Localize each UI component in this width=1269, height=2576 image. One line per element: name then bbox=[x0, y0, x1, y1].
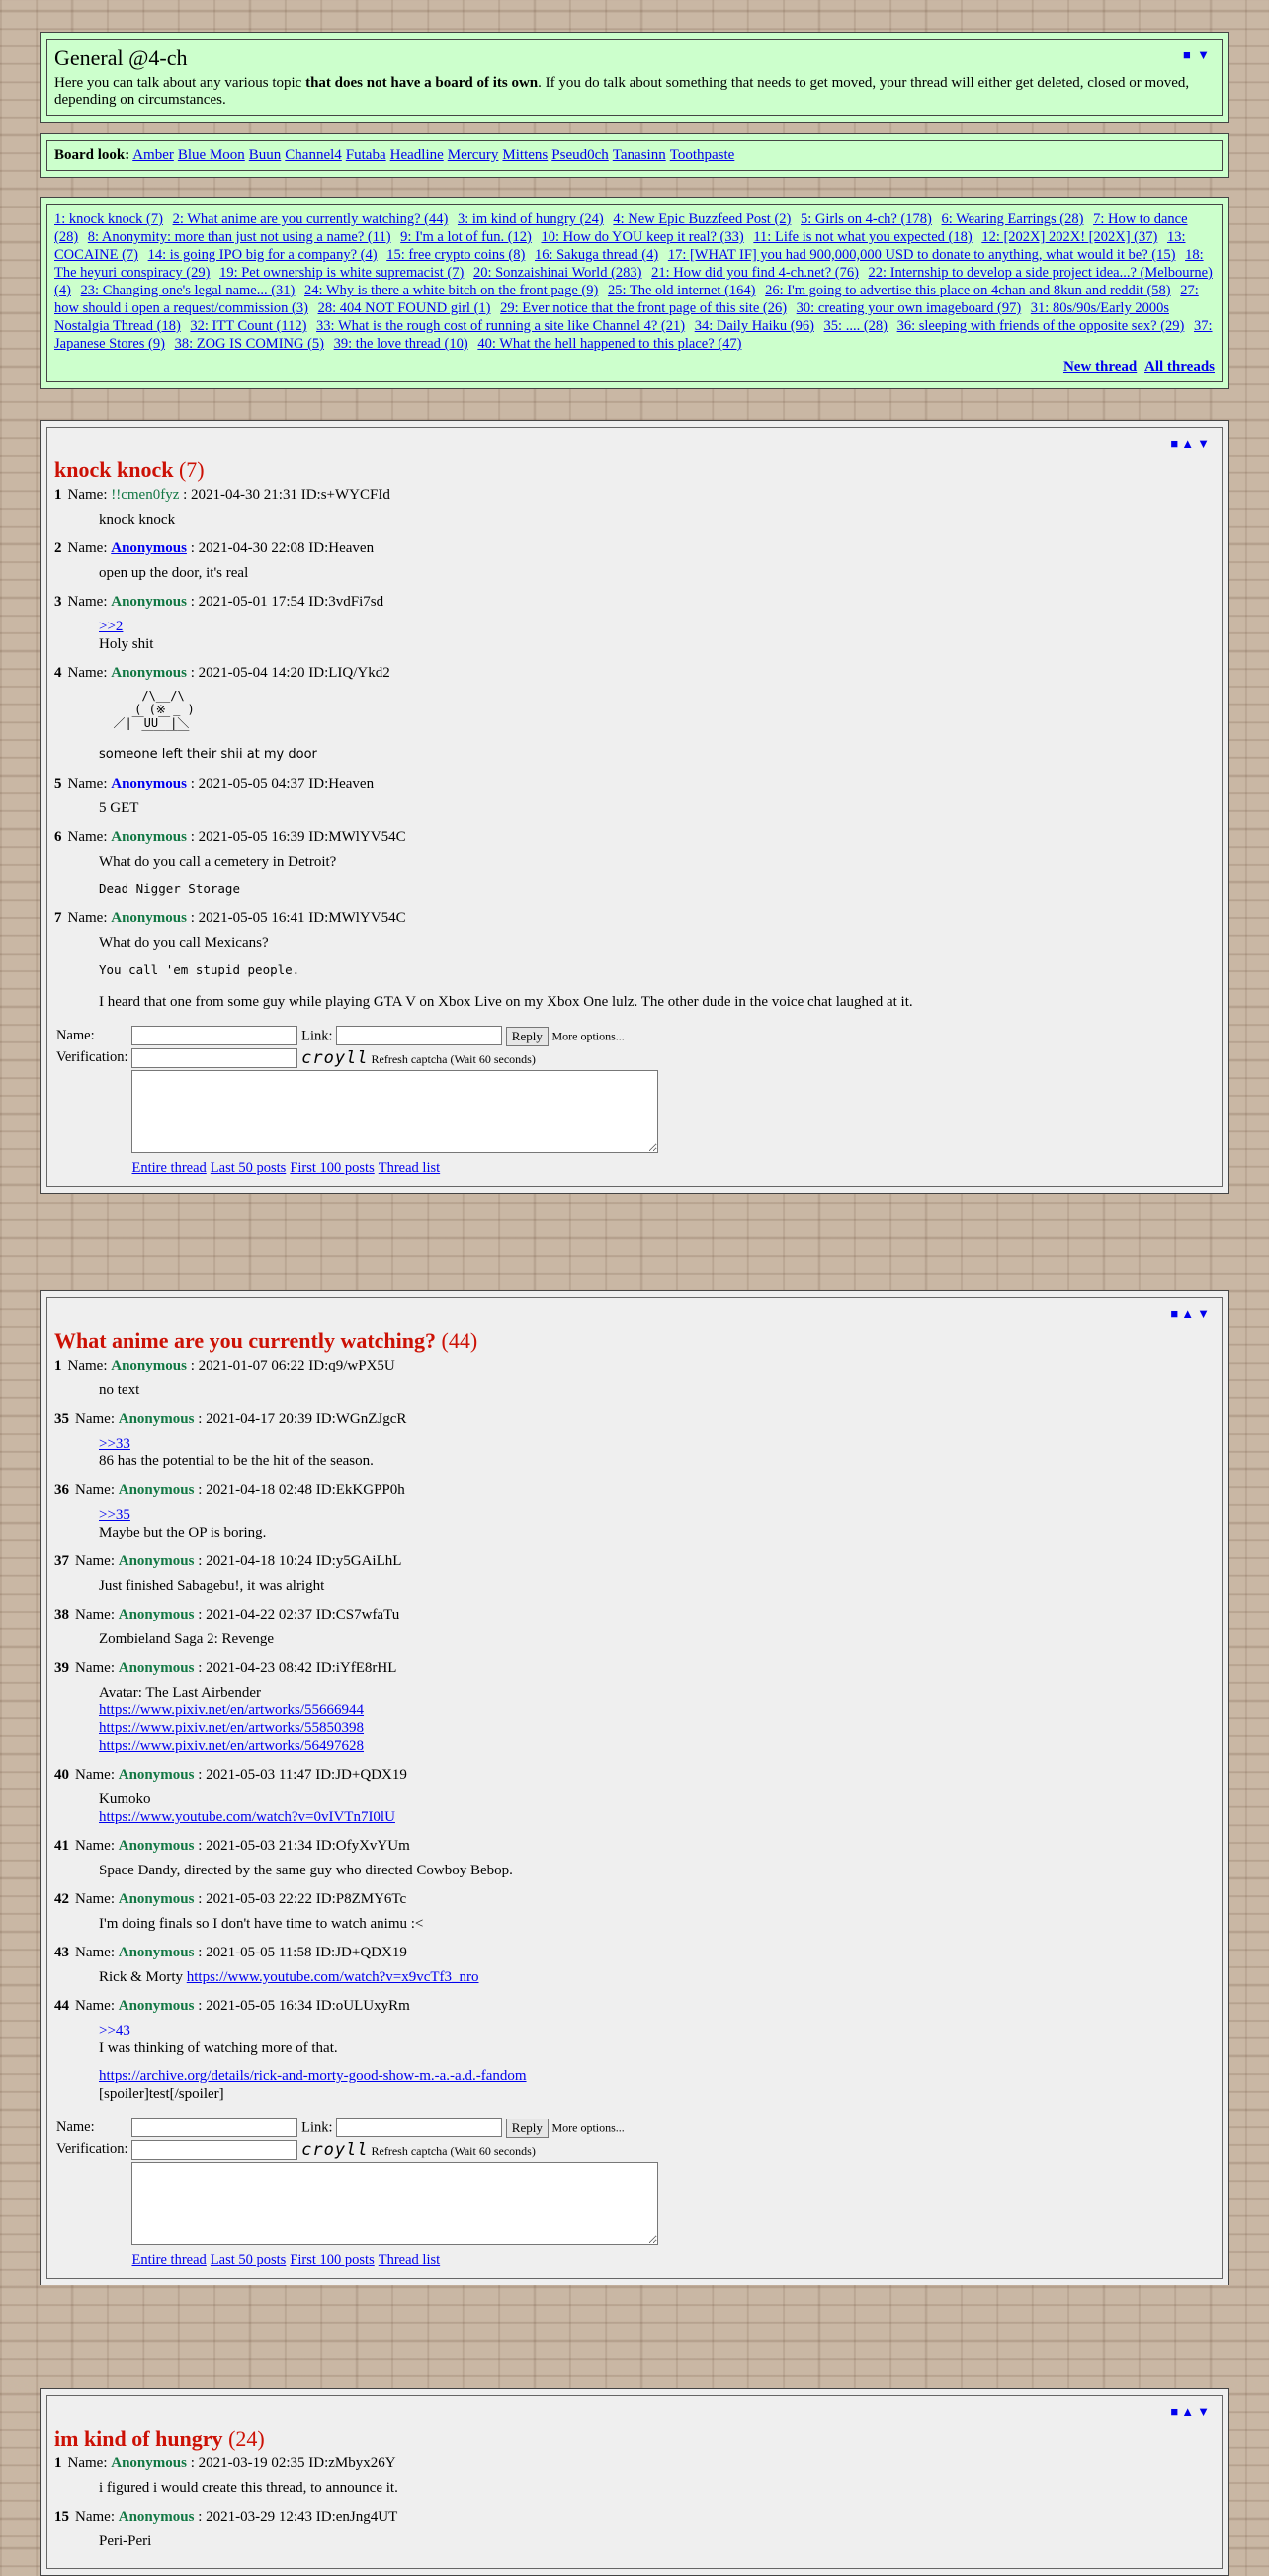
captcha-image: croyll bbox=[301, 2139, 369, 2160]
poster-name: Anonymous bbox=[118, 1767, 195, 1783]
post-number[interactable]: 1 bbox=[54, 2455, 62, 2471]
post-body bbox=[99, 2022, 1215, 2103]
post-date-id: : 2021-01-07 06:22 ID:q9/wPX5U bbox=[186, 1358, 395, 1373]
post-text: What do you call Mexicans? bbox=[99, 935, 269, 951]
square-nav-icon[interactable]: ■ bbox=[1170, 1306, 1179, 1321]
post-text: no text bbox=[99, 1382, 140, 1398]
link-label: Link: bbox=[297, 1028, 337, 1044]
up-nav-icon[interactable]: ▲ bbox=[1181, 1306, 1195, 1321]
post-number[interactable]: 15 bbox=[54, 2509, 69, 2525]
name-label: Name: bbox=[75, 1553, 119, 1569]
name-label: Name: bbox=[75, 2509, 119, 2525]
post-number[interactable]: 36 bbox=[54, 1482, 69, 1498]
post bbox=[54, 2453, 1215, 2497]
thread-nav-icons bbox=[1167, 1306, 1210, 1322]
all-threads-link[interactable]: All threads bbox=[1144, 359, 1215, 374]
thread-list-item[interactable]: 22: Internship to develop a side project idea...? (Melbourne) (4) bbox=[54, 265, 1213, 298]
board-look-option[interactable]: Futaba bbox=[345, 147, 386, 163]
post-date-id: : 2021-03-29 12:43 ID:enJng4UT bbox=[194, 2509, 398, 2525]
post-date-id: : 2021-05-04 14:20 ID:LIQ/Ykd2 bbox=[186, 665, 390, 681]
post-number[interactable]: 43 bbox=[54, 1945, 69, 1960]
post-date-id: : 2021-05-03 22:22 ID:P8ZMY6Tc bbox=[194, 1891, 407, 1907]
post-body bbox=[99, 1577, 1215, 1595]
poster-name: Anonymous bbox=[118, 2509, 195, 2525]
thread-nav-link[interactable]: First 100 posts bbox=[290, 2252, 375, 2268]
post-date-id: : 2021-05-01 17:54 ID:3vdFi7sd bbox=[186, 594, 384, 610]
thread-list-item[interactable]: 2: What anime are you currently watching? (44) bbox=[172, 211, 449, 227]
quote-link[interactable]: >>43 bbox=[99, 2023, 130, 2038]
post bbox=[54, 1836, 1215, 1879]
thread-list-item[interactable]: 8: Anonymity: more than just not using a name? (11) bbox=[87, 229, 391, 245]
thread-list-item[interactable]: 1: knock knock (7) bbox=[54, 211, 163, 227]
thread-list-item[interactable]: 32: ITT Count (112) bbox=[190, 318, 307, 334]
post-text: Zombieland Saga 2: Revenge bbox=[99, 1631, 275, 1647]
poster-name: Anonymous bbox=[118, 1553, 195, 1569]
post-body bbox=[99, 1968, 1215, 1986]
poster-name: Anonymous bbox=[118, 1945, 195, 1960]
post-link[interactable]: https://www.pixiv.net/en/artworks/55666944 bbox=[99, 1703, 365, 1718]
post-date-id: : 2021-04-18 10:24 ID:y5GAiLhL bbox=[194, 1553, 402, 1569]
name-label: Name: bbox=[75, 1411, 119, 1427]
thread-list-item[interactable]: 27: how should i open a request/commission (3) bbox=[54, 283, 1199, 316]
post-body bbox=[99, 853, 1215, 898]
post bbox=[54, 908, 1215, 1011]
post-number[interactable]: 4 bbox=[54, 665, 62, 681]
quote-link[interactable]: >>33 bbox=[99, 1436, 130, 1452]
post-text: [spoiler]test[/spoiler] bbox=[99, 2086, 224, 2102]
post-header bbox=[54, 485, 1215, 505]
post-header bbox=[54, 1551, 1215, 1571]
thread-list-item[interactable]: 17: [WHAT IF] you had 900,000,000 USD to donate to anything, what would it be? (15) bbox=[667, 247, 1176, 263]
post-header bbox=[54, 1605, 1215, 1624]
poster-name: Anonymous bbox=[118, 1660, 195, 1676]
poster-name: Anonymous bbox=[111, 594, 187, 610]
thread-list-item[interactable]: 16: Sakuga thread (4) bbox=[534, 247, 659, 263]
post-number[interactable]: 42 bbox=[54, 1891, 69, 1907]
post-text: Space Dandy, directed by the same guy who directed Cowboy Bebop. bbox=[99, 1863, 513, 1878]
quote-link[interactable]: >>35 bbox=[99, 1507, 130, 1523]
post-number[interactable]: 3 bbox=[54, 594, 62, 610]
post bbox=[54, 2507, 1215, 2550]
quote-link[interactable]: >>2 bbox=[99, 619, 124, 634]
name-input[interactable] bbox=[131, 1026, 297, 1045]
post bbox=[54, 1943, 1215, 1986]
more-options-link[interactable]: More options... bbox=[551, 1029, 625, 1043]
post-date-id: : 2021-05-05 04:37 ID:Heaven bbox=[186, 776, 375, 791]
thread-list-item[interactable]: 40: What the hell happened to this place? (47) bbox=[477, 336, 742, 352]
post-text: I was thinking of watching more of that. bbox=[99, 2040, 338, 2056]
name-label: Name: bbox=[67, 487, 112, 503]
name-label: Name: bbox=[67, 776, 112, 791]
post-body bbox=[99, 1381, 1215, 1399]
post bbox=[54, 485, 1215, 529]
poster-name: Anonymous bbox=[111, 910, 187, 926]
post-body bbox=[99, 799, 1215, 817]
post-number[interactable]: 39 bbox=[54, 1660, 69, 1676]
thread-title[interactable]: What anime are you currently watching? (44) bbox=[54, 1328, 478, 1353]
post-link[interactable]: https://archive.org/details/rick-and-morty-good-show-m.-a.-a.d.-fandom bbox=[99, 2068, 527, 2084]
board-look-panel bbox=[40, 133, 1229, 178]
post-header bbox=[54, 1765, 1215, 1785]
post-date-id: : 2021-04-30 22:08 ID:Heaven bbox=[186, 540, 375, 556]
board-look-option[interactable]: Blue Moon bbox=[177, 147, 245, 163]
board-look-option[interactable]: Mercury bbox=[447, 147, 499, 163]
thread-nav-link[interactable]: Entire thread bbox=[131, 2252, 207, 2268]
post-date-id: : 2021-05-05 16:34 ID:oULUxyRm bbox=[194, 1998, 410, 2014]
thread-list-item[interactable]: 12: [202X] 202X! [202X] (37) bbox=[981, 229, 1158, 245]
general-header bbox=[40, 32, 1229, 123]
poster-name: !!cmen0fyz bbox=[111, 487, 180, 503]
thread-list-panel bbox=[40, 197, 1229, 389]
post-number[interactable]: 1 bbox=[54, 487, 62, 503]
post-body bbox=[99, 1630, 1215, 1648]
thread-list-item[interactable]: 33: What is the rough cost of running a site like Channel 4? (21) bbox=[316, 318, 686, 334]
post-date-id: : 2021-04-23 08:42 ID:iYfE8rHL bbox=[194, 1660, 397, 1676]
thread-nav-link[interactable]: First 100 posts bbox=[290, 1160, 375, 1176]
post-text: Avatar: The Last Airbender bbox=[99, 1685, 261, 1701]
thread-list-item[interactable]: 20: Sonzaishinai World (283) bbox=[472, 265, 642, 281]
post bbox=[54, 1996, 1215, 2103]
thread-nav-icons bbox=[1167, 436, 1210, 452]
poster-name[interactable]: Anonymous bbox=[111, 540, 187, 556]
poster-name: Anonymous bbox=[111, 1358, 187, 1373]
thread-list-item[interactable]: 37: Japanese Stores (9) bbox=[54, 318, 1213, 352]
poster-name: Anonymous bbox=[118, 1838, 195, 1854]
name-label: Name: bbox=[67, 540, 112, 556]
thread-hungry bbox=[40, 2388, 1229, 2576]
post-link[interactable]: https://www.pixiv.net/en/artworks/55850398 bbox=[99, 1720, 365, 1736]
reply-textarea[interactable] bbox=[131, 2162, 658, 2245]
post-link[interactable]: https://www.youtube.com/watch?v=x9vcTf3_nro bbox=[186, 1969, 479, 1985]
post-header bbox=[54, 827, 1215, 847]
thread-nav-link[interactable]: Entire thread bbox=[131, 1160, 207, 1176]
board-look-option[interactable]: Tanasinn bbox=[612, 147, 666, 163]
thread-knock-knock bbox=[40, 420, 1229, 1194]
post-date-id: : 2021-05-05 16:39 ID:MWlYV54C bbox=[186, 829, 406, 845]
post-header bbox=[54, 774, 1215, 793]
thread-nav-link[interactable]: Thread list bbox=[378, 1160, 441, 1176]
new-thread-link[interactable]: New thread bbox=[1062, 359, 1138, 374]
post-header bbox=[54, 908, 1215, 928]
thread-list-item[interactable]: 13: COCAINE (7) bbox=[54, 229, 1186, 263]
post-header bbox=[54, 1409, 1215, 1429]
poster-name: Anonymous bbox=[118, 1482, 195, 1498]
post bbox=[54, 827, 1215, 898]
thread-list bbox=[54, 210, 1215, 353]
name-input[interactable] bbox=[131, 2118, 297, 2137]
post-header bbox=[54, 2453, 1215, 2473]
name-label: Name: bbox=[67, 1358, 112, 1373]
post-header bbox=[54, 1943, 1215, 1962]
thread-list-item[interactable]: 28: 404 NOT FOUND girl (1) bbox=[317, 300, 491, 316]
poster-name[interactable]: Anonymous bbox=[111, 776, 187, 791]
board-look-option[interactable]: Pseud0ch bbox=[551, 147, 609, 163]
thread-list-item[interactable]: 18: The heyuri conspiracy (29) bbox=[54, 247, 1204, 281]
reply-form bbox=[54, 2117, 1215, 2270]
post-number[interactable]: 40 bbox=[54, 1767, 69, 1783]
down-nav-icon[interactable]: ▼ bbox=[1197, 2404, 1210, 2419]
post-header bbox=[54, 1480, 1215, 1500]
post-number[interactable]: 44 bbox=[54, 1998, 69, 2014]
name-label: Name: bbox=[67, 829, 112, 845]
post-header bbox=[54, 1658, 1215, 1678]
link-label: Link: bbox=[297, 2119, 337, 2136]
name-label: Name: bbox=[75, 1998, 119, 2014]
board-look-option[interactable]: Toothpaste bbox=[669, 147, 735, 163]
board-look-option[interactable]: Buun bbox=[248, 147, 282, 163]
post-text: Kumoko bbox=[99, 1791, 151, 1807]
post-body bbox=[99, 934, 1215, 1011]
down-nav-icon[interactable]: ▼ bbox=[1197, 47, 1210, 62]
thread-list-item[interactable]: 21: How did you find 4-ch.net? (76) bbox=[651, 265, 859, 281]
poster-name: Anonymous bbox=[111, 2455, 187, 2471]
post bbox=[54, 1605, 1215, 1648]
poster-name: Anonymous bbox=[118, 1411, 195, 1427]
refresh-captcha-link[interactable]: Refresh captcha (Wait 60 seconds) bbox=[371, 2143, 536, 2158]
post-date-id: : 2021-04-18 02:48 ID:EkKGPP0h bbox=[194, 1482, 405, 1498]
post bbox=[54, 1409, 1215, 1470]
thread-list-item[interactable]: 4: New Epic Buzzfeed Post (2) bbox=[613, 211, 792, 227]
post-number[interactable]: 5 bbox=[54, 776, 62, 791]
thread-nav-icons bbox=[1167, 2404, 1210, 2420]
poster-name: Anonymous bbox=[118, 1998, 195, 2014]
poster-name: Anonymous bbox=[118, 1607, 195, 1622]
board-look-option[interactable]: Headline bbox=[389, 147, 444, 163]
post-code-text: You call 'em stupid people. bbox=[99, 962, 300, 977]
name-label: Name: bbox=[75, 1767, 119, 1783]
post-date-id: : 2021-05-05 16:41 ID:MWlYV54C bbox=[186, 910, 406, 926]
post-date-id: : 2021-04-17 20:39 ID:WGnZJgcR bbox=[194, 1411, 407, 1427]
post-number[interactable]: 35 bbox=[54, 1411, 69, 1427]
reply-button[interactable]: Reply bbox=[506, 1027, 549, 1046]
post-text: Maybe but the OP is boring. bbox=[99, 1525, 267, 1540]
post-date-id: : 2021-05-03 21:34 ID:OfyXvYUm bbox=[194, 1838, 410, 1854]
post bbox=[54, 663, 1215, 764]
refresh-captcha-link[interactable]: Refresh captcha (Wait 60 seconds) bbox=[371, 1051, 536, 1066]
post bbox=[54, 1889, 1215, 1933]
thread-list-item[interactable]: 34: Daily Haiku (96) bbox=[694, 318, 814, 334]
post-text: I heard that one from some guy while playing GTA V on Xbox Live on my Xbox One lulz. The other dude in the voice chat laughed at it. bbox=[99, 994, 913, 1010]
post-code-text: Dead Nigger Storage bbox=[99, 881, 240, 896]
post bbox=[54, 1658, 1215, 1755]
post-date-id: : 2021-03-19 02:35 ID:zMbyx26Y bbox=[186, 2455, 396, 2471]
link-input[interactable] bbox=[336, 1026, 502, 1045]
post-number[interactable]: 41 bbox=[54, 1838, 69, 1854]
post-text: 5 GET bbox=[99, 800, 139, 816]
thread-list-item[interactable]: 5: Girls on 4-ch? (178) bbox=[801, 211, 932, 227]
post-body bbox=[99, 2533, 1215, 2550]
name-label: Name: bbox=[67, 2455, 112, 2471]
post-date-id: : 2021-05-05 11:58 ID:JD+QDX19 bbox=[194, 1945, 407, 1960]
header-nav bbox=[1180, 47, 1210, 63]
thread-nav-link[interactable]: Last 50 posts bbox=[210, 1160, 287, 1176]
thread-nav-link[interactable]: Last 50 posts bbox=[210, 2252, 287, 2268]
name-label: Name: bbox=[75, 1838, 119, 1854]
post-text: Holy shit bbox=[99, 636, 154, 652]
ascii-art: /\__/\ ( (※ _ ) ／|￣UU￣|＼ ￣￣￣￣ bbox=[113, 689, 195, 744]
post-body bbox=[99, 1506, 1215, 1541]
post-date-id: : 2021-05-03 11:47 ID:JD+QDX19 bbox=[194, 1767, 407, 1783]
post-text: Rick & Morty https://www.youtube.com/watch?v=x9vcTf3_nro bbox=[99, 1969, 479, 1985]
post-link[interactable]: https://www.pixiv.net/en/artworks/56497628 bbox=[99, 1738, 365, 1754]
thread-list-item[interactable]: 39: the love thread (10) bbox=[333, 336, 468, 352]
verification-label: Verification: bbox=[56, 2141, 128, 2158]
name-label: Name: bbox=[75, 1482, 119, 1498]
post-body bbox=[99, 1915, 1215, 1933]
post bbox=[54, 1551, 1215, 1595]
captcha-input[interactable] bbox=[131, 2140, 297, 2160]
thread-list-item[interactable]: 38: ZOG IS COMING (5) bbox=[174, 336, 324, 352]
post-header bbox=[54, 1356, 1215, 1375]
board-description: Here you can talk about any various topic that does not have a board of its own. If you do talk about something that needs to get moved, your thread will either get deleted, closed or moved, depending on circumstances. bbox=[54, 75, 1190, 108]
post-number[interactable]: 6 bbox=[54, 829, 62, 845]
thread-list-item[interactable]: 23: Changing one's legal name... (31) bbox=[80, 283, 296, 298]
down-nav-icon[interactable]: ▼ bbox=[1197, 1306, 1210, 1321]
thread-list-item[interactable]: 26: I'm going to advertise this place on 4chan and 8kun and reddit (58) bbox=[765, 283, 1171, 298]
post-header bbox=[54, 539, 1215, 558]
captcha-image: croyll bbox=[301, 1047, 369, 1068]
post bbox=[54, 1356, 1215, 1399]
post-number[interactable]: 1 bbox=[54, 1358, 62, 1373]
thread-list-item[interactable]: 29: Ever notice that the front page of this site (26) bbox=[500, 300, 788, 316]
poster-name: Anonymous bbox=[111, 665, 187, 681]
thread-nav-link[interactable]: Thread list bbox=[378, 2252, 441, 2268]
post bbox=[54, 1480, 1215, 1541]
post-header bbox=[54, 1836, 1215, 1856]
post-text: knock knock bbox=[99, 512, 176, 528]
board-look-option[interactable]: Mittens bbox=[502, 147, 549, 163]
square-nav-icon[interactable]: ■ bbox=[1183, 47, 1191, 62]
post-date-id: : 2021-04-30 21:31 ID:s+WYCFId bbox=[179, 487, 390, 503]
post-header bbox=[54, 1889, 1215, 1909]
name-label: Name: bbox=[75, 1660, 119, 1676]
post-link[interactable]: https://www.youtube.com/watch?v=0vIVTn7I0lU bbox=[99, 1809, 395, 1825]
thread-list-actions bbox=[54, 359, 1215, 375]
post-body bbox=[99, 564, 1215, 582]
thread-list-item[interactable]: 36: sleeping with friends of the opposite sex? (29) bbox=[896, 318, 1185, 334]
post bbox=[54, 539, 1215, 582]
more-options-link[interactable]: More options... bbox=[551, 2120, 625, 2135]
post-header bbox=[54, 1996, 1215, 2016]
thread-list-item[interactable]: 15: free crypto coins (8) bbox=[386, 247, 526, 263]
post bbox=[54, 592, 1215, 653]
poster-name: Anonymous bbox=[111, 829, 187, 845]
reply-form bbox=[54, 1025, 1215, 1178]
thread-list-item[interactable]: 7: How to dance (28) bbox=[54, 211, 1188, 245]
post-text: someone left their shii at my door bbox=[99, 747, 317, 762]
square-nav-icon[interactable]: ■ bbox=[1170, 436, 1179, 451]
post-body bbox=[99, 2479, 1215, 2497]
thread-list-item[interactable]: 3: im kind of hungry (24) bbox=[457, 211, 604, 227]
name-label: Name: bbox=[75, 1945, 119, 1960]
post-number[interactable]: 2 bbox=[54, 540, 62, 556]
post-body bbox=[99, 1862, 1215, 1879]
post-text: Peri-Peri bbox=[99, 2534, 152, 2549]
post-text: What do you call a cemetery in Detroit? bbox=[99, 854, 337, 870]
post-text: open up the door, it's real bbox=[99, 565, 249, 581]
thread-list-item[interactable]: 14: is going IPO big for a company? (4) bbox=[147, 247, 378, 263]
name-label: Name: bbox=[56, 2119, 95, 2135]
name-label: Name: bbox=[75, 1607, 119, 1622]
post-number[interactable]: 38 bbox=[54, 1607, 69, 1622]
post-header bbox=[54, 2507, 1215, 2527]
post-body bbox=[99, 618, 1215, 653]
square-nav-icon[interactable]: ■ bbox=[1170, 2404, 1179, 2419]
post-body bbox=[99, 689, 1215, 764]
thread-list-item[interactable]: 35: .... (28) bbox=[823, 318, 888, 334]
board-look-option[interactable]: Amber bbox=[132, 147, 174, 163]
post-number[interactable]: 7 bbox=[54, 910, 62, 926]
thread-list-item[interactable]: 19: Pet ownership is white supremacist (7) bbox=[219, 265, 465, 281]
post-body bbox=[99, 1435, 1215, 1470]
post-date-id: : 2021-04-22 02:37 ID:CS7wfaTu bbox=[194, 1607, 400, 1622]
link-input[interactable] bbox=[336, 2118, 502, 2137]
thread-list-item[interactable]: 31: 80s/90s/Early 2000s Nostalgia Thread (18) bbox=[54, 300, 1169, 334]
post-header bbox=[54, 663, 1215, 683]
post-text: i figured i would create this thread, to announce it. bbox=[99, 2480, 398, 2496]
board-title: General @4-ch bbox=[54, 45, 188, 70]
name-label: Name: bbox=[67, 910, 112, 926]
poster-name: Anonymous bbox=[118, 1891, 195, 1907]
captcha-input[interactable] bbox=[131, 1048, 297, 1068]
post bbox=[54, 1765, 1215, 1826]
post-text: I'm doing finals so I don't have time to watch animu :< bbox=[99, 1916, 424, 1932]
up-nav-icon[interactable]: ▲ bbox=[1181, 436, 1195, 451]
thread-list-item[interactable]: 6: Wearing Earrings (28) bbox=[941, 211, 1084, 227]
thread-list-item[interactable]: 30: creating your own imageboard (97) bbox=[796, 300, 1022, 316]
post-body bbox=[99, 1790, 1215, 1826]
down-nav-icon[interactable]: ▼ bbox=[1197, 436, 1210, 451]
name-label: Name: bbox=[75, 1891, 119, 1907]
up-nav-icon[interactable]: ▲ bbox=[1181, 2404, 1195, 2419]
post-body bbox=[99, 1684, 1215, 1755]
name-label: Name: bbox=[56, 1027, 95, 1043]
name-label: Name: bbox=[67, 665, 112, 681]
board-look-option[interactable]: Channel4 bbox=[285, 147, 342, 163]
post-text: 86 has the potential to be the hit of the season. bbox=[99, 1454, 374, 1469]
thread-list-item[interactable]: 9: I'm a lot of fun. (12) bbox=[400, 229, 532, 245]
post-header bbox=[54, 592, 1215, 612]
post-number[interactable]: 37 bbox=[54, 1553, 69, 1569]
board-look-label: Board look: bbox=[54, 147, 130, 163]
thread-list-item[interactable]: 24: Why is there a white bitch on the front page (9) bbox=[304, 283, 599, 298]
thread-title[interactable]: knock knock (7) bbox=[54, 457, 205, 482]
reply-textarea[interactable] bbox=[131, 1070, 658, 1153]
thread-list-item[interactable]: 11: Life is not what you expected (18) bbox=[753, 229, 973, 245]
verification-label: Verification: bbox=[56, 1049, 128, 1066]
thread-anime bbox=[40, 1290, 1229, 2285]
thread-list-item[interactable]: 10: How do YOU keep it real? (33) bbox=[541, 229, 744, 245]
post-body bbox=[99, 511, 1215, 529]
post bbox=[54, 774, 1215, 817]
thread-title[interactable]: im kind of hungry (24) bbox=[54, 2426, 265, 2451]
name-label: Name: bbox=[67, 594, 112, 610]
post-text: Just finished Sabagebu!, it was alright bbox=[99, 1578, 325, 1594]
reply-button[interactable]: Reply bbox=[506, 2119, 549, 2138]
thread-list-item[interactable]: 25: The old internet (164) bbox=[607, 283, 756, 298]
